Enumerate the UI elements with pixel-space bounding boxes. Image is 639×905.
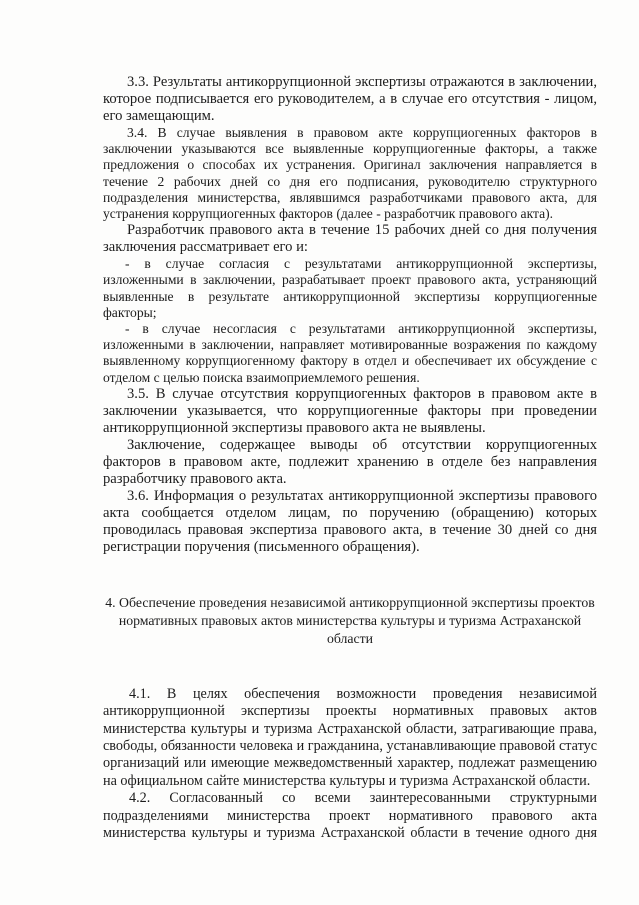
paragraph-3-3: 3.3. Результаты антикоррупционной экспертизы отражаются в заключении, которое подписывается его руководителем, а в случае его отсутствия - лицом, его замещающим.: [103, 74, 597, 124]
document-body: [103, 74, 597, 843]
paragraph-disagreement-case: - в случае несогласия с результатами антикоррупционной экспертизы, изложенными в заключении, направляет мотивированные возражения по каждому выявленному коррупциогенному фактору в отдел и обеспечивает их обсуждение с отделом с целью поиска взаимоприемлемого решения.: [103, 321, 597, 385]
paragraph-conclusion-storage: Заключение, содержащее выводы об отсутствии коррупциогенных факторов в правовом акте, подлежит хранению в отделе без направления разработчику правового акта.: [103, 436, 597, 487]
paragraph-3-4: 3.4. В случае выявления в правовом акте коррупциогенных факторов в заключении указываются все выявленные коррупциогенные факторы, а также предложения о способах их устранения. Оригинал заключения направляется в течение 2 рабочих дней со дня его подписания, руководителю структурного подразделения министерства, являвшимся разработчиками правового акта, для устранения коррупциогенных факторов (далее - разработчик правового акта).: [103, 125, 597, 222]
paragraph-3-6: 3.6. Информация о результатах антикоррупционной экспертизы правового акта сообщается отделом лицам, по поручению (обращению) которых проводилась правовая экспертиза правового акта, в течение 30 дней со дня регистрации поручения (письменного обращения).: [103, 487, 597, 555]
section-4-heading: 4. Обеспечение проведения независимой антикоррупционной экспертизы проектов нормативных правовых актов министерства культуры и туризма Астраханской области: [105, 594, 595, 646]
paragraph-4-1: 4.1. В целях обеспечения возможности проведения независимой антикоррупционной экспертизы проекты нормативных правовых актов министерства культуры и туризма Астраханской области, затрагивающие права, свободы, обязанности человека и гражданина, устанавливающие правовой статус организаций или имеющие межведомственный характер, подлежат размещению на официальном сайте министерства культуры и туризма Астраханской области.: [103, 685, 597, 789]
paragraph-3-5: 3.5. В случае отсутствия коррупциогенных факторов в правовом акте в заключении указывается, что коррупциогенные факторы при проведении антикоррупционной экспертизы правового акта не выявлены.: [103, 385, 597, 436]
paragraph-developer-review: Разработчик правового акта в течение 15 рабочих дней со дня получения заключения рассматривает его и:: [103, 222, 597, 256]
paragraph-agreement-case: - в случае согласия с результатами антикоррупционной экспертизы, изложенными в заключении, разрабатывает проект правового акта, устраняющий выявленные в результате антикоррупционной экспертизы коррупциогенные факторы;: [103, 256, 597, 320]
paragraph-4-2: 4.2. Согласованный со всеми заинтересованными структурными подразделениями министерства проект нормативного правового акта министерства культуры и туризма Астраханской области в течение одного дня: [103, 790, 597, 842]
section-4-body: [103, 686, 597, 843]
